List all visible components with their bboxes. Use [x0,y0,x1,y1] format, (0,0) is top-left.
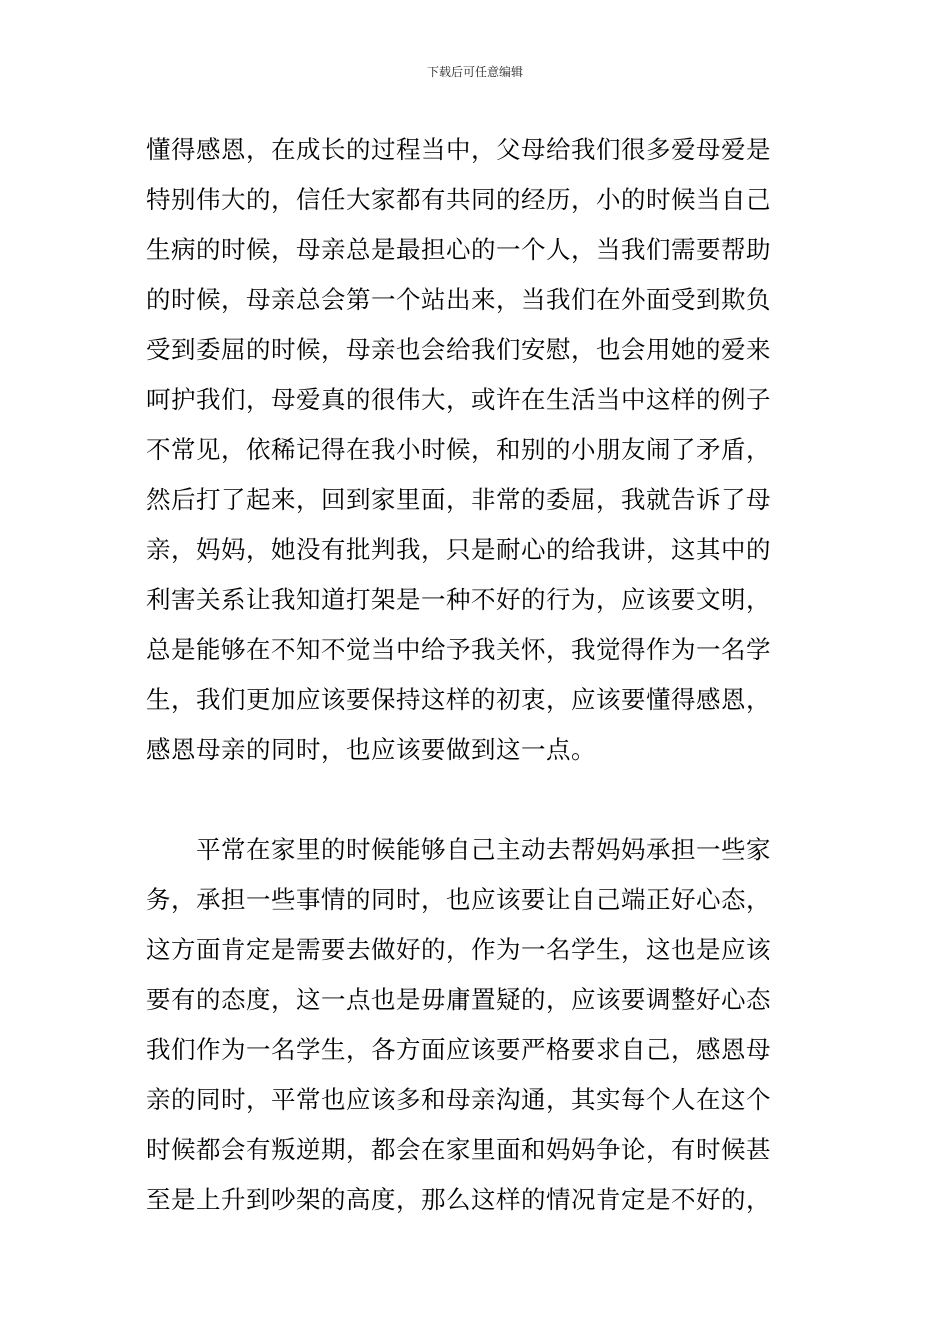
text-line: 我们作为一名学生，各方面应该要严格要求自己，感恩母 [146,1035,771,1064]
page-header-note: 下载后可任意编辑 [426,65,523,79]
text-line: 利害关系让我知道打架是一种不好的行为，应该要文明， [146,585,771,614]
text-line: 亲，妈妈，她没有批判我，只是耐心的给我讲，这其中的 [146,535,771,564]
text-line: 呵护我们，母爱真的很伟大，或许在生活当中这样的例子 [146,385,771,414]
text-line: 受到委屈的时候，母亲也会给我们安慰，也会用她的爱来 [146,335,771,364]
text-line: 生病的时候，母亲总是最担心的一个人，当我们需要帮助 [146,235,771,264]
text-line: 要有的态度，这一点也是毋庸置疑的，应该要调整好心态 [146,985,771,1014]
text-line: 总是能够在不知不觉当中给予我关怀，我觉得作为一名学 [146,635,771,664]
text-line: 至是上升到吵架的高度，那么这样的情况肯定是不好的， [146,1185,771,1214]
text-line: 平常在家里的时候能够自己主动去帮妈妈承担一些家 [146,835,771,864]
text-line: 特别伟大的，信任大家都有共同的经历，小的时候当自己 [146,185,771,214]
text-line: 这方面肯定是需要去做好的，作为一名学生，这也是应该 [146,935,771,964]
text-line: 不常见，依稀记得在我小时候，和别的小朋友闹了矛盾， [146,435,771,464]
paragraph-1 [146,125,812,775]
text-line: 生，我们更加应该要保持这样的初衷，应该要懂得感恩， [146,685,771,714]
text-line: 务，承担一些事情的同时，也应该要让自己端正好心态， [146,885,771,914]
text-line: 然后打了起来，回到家里面，非常的委屈，我就告诉了母 [146,485,771,514]
text-line: 的时候，母亲总会第一个站出来，当我们在外面受到欺负 [146,285,771,314]
text-line: 时候都会有叛逆期，都会在家里面和妈妈争论，有时候甚 [146,1135,771,1164]
text-line: 亲的同时，平常也应该多和母亲沟通，其实每个人在这个 [146,1085,771,1114]
paragraph-2 [146,825,812,1225]
text-line: 懂得感恩，在成长的过程当中，父母给我们很多爱母爱是 [146,135,771,164]
text-line: 感恩母亲的同时，也应该要做到这一点。 [146,735,596,764]
